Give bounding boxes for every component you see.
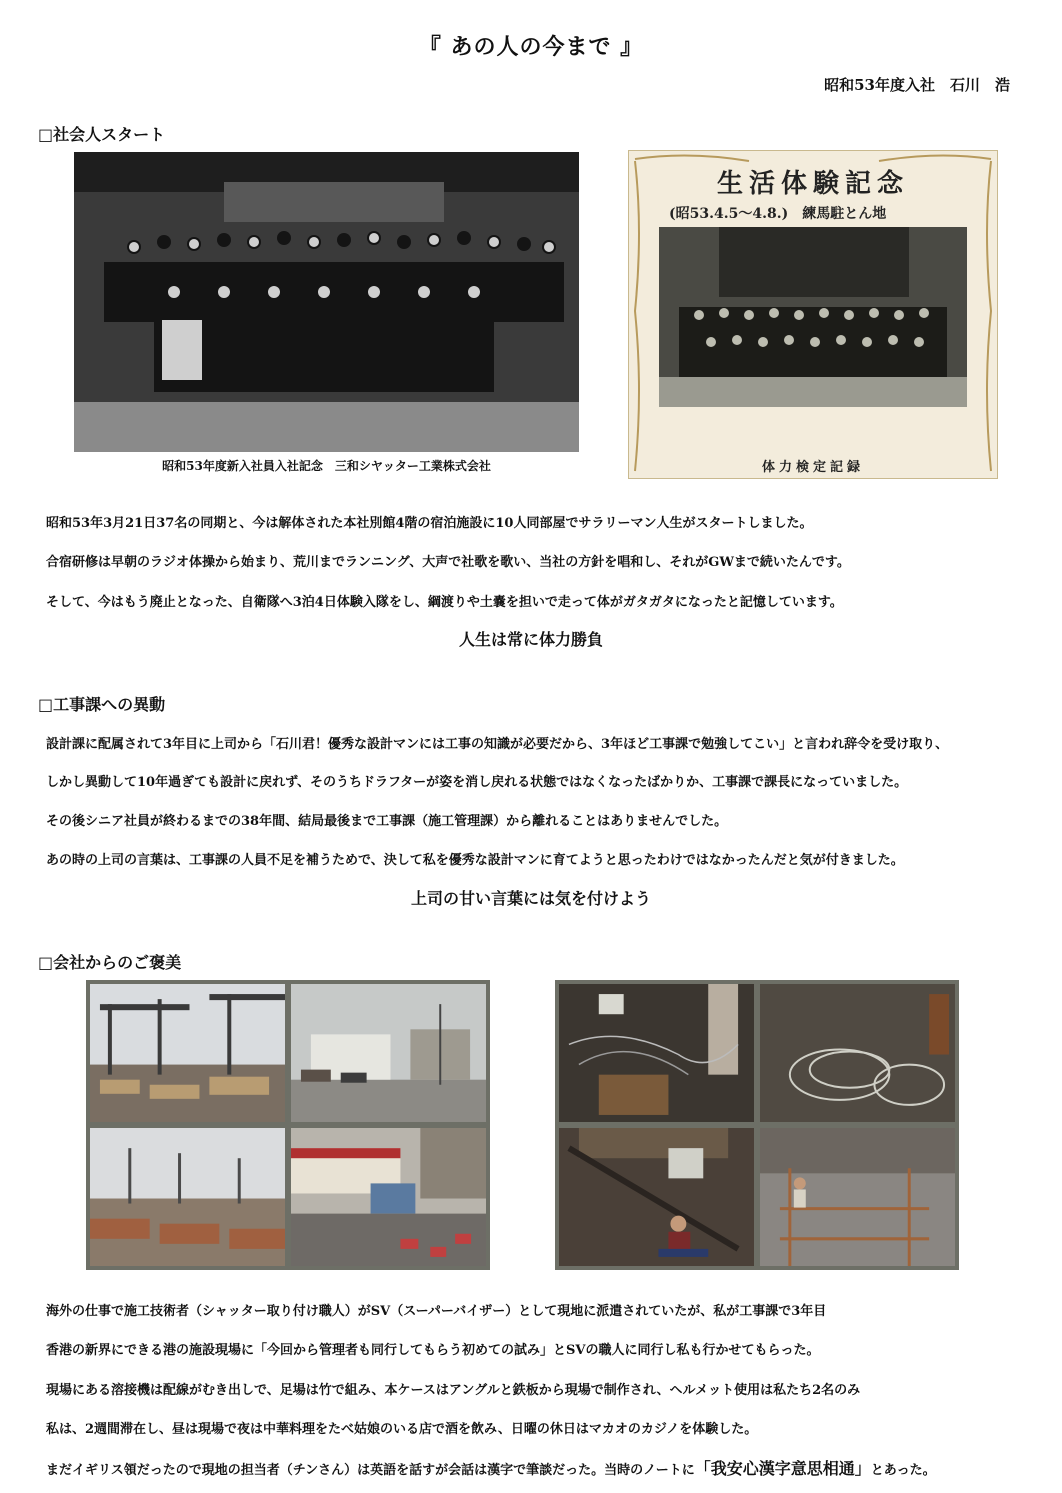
container-crane-photo [90,984,285,1122]
cables-photo [760,984,955,1122]
paragraph: しかし異動して10年過ぎても設計に戻れず、そのうちドラフターが姿を消し戻れる状態ではなくなったばかりか、工事課で課長になっていました。 [46,775,908,790]
paragraph: 海外の仕事で施工技術者（シャッター取り付け職人）がSV（スーパーバイザー）として現地に派遣されていたが、私が工事課で3年目 [46,1304,827,1319]
section-heading-start: □社会人スタート [38,125,166,144]
paragraph: 合宿研修は早朝のラジオ体操から始まり、荒川までランニング、大声で社歌を歌い、当社の方針を唱和し、それがGWまで続いたんです。 [46,555,850,570]
paragraph: あの時の上司の言葉は、工事課の人員不足を補うためで、決して私を優秀な設計マンに育てようと思ったわけではなかったんだと気が付きました。 [46,853,904,868]
certificate-date: (昭53.4.5～4.8.) 練馬駐とん地 [669,206,887,222]
container-yard-photo [90,1128,285,1266]
section-heading-transfer: □工事課への異動 [38,695,166,714]
certificate-photo [628,150,998,479]
welding-machine-photo [559,984,754,1122]
soldiers-photo-image [659,227,967,407]
final-paragraph-start: まだイギリス領だったので現地の担当者（チンさん）は英語を話すが会話は漢字で筆談だった。当時のノートに [46,1463,695,1478]
motto: 上司の甘い言葉には気を付けよう [410,889,651,908]
author-line: 昭和53年度入社 石川 浩 [824,76,1010,94]
certificate-title: 生活体験記念 [716,169,909,199]
paragraph: 私は、2週間滞在し、昼は現場で夜は中華料理をたべ姑娘のいる店で酒を飲み、日曜の休日はマカオのカジノを体験した。 [46,1422,758,1437]
final-paragraph-end: とあった。 [870,1463,936,1478]
paragraph: そして、今はもう廃止となった、自衛隊へ3泊4日体験入隊をし、綱渡りや土嚢を担いで走って体がガタガタになったと記憶しています。 [46,595,843,610]
port-photo-collage [86,980,490,1270]
paragraph: 設計課に配属されて3年目に上司から「石川君！優秀な設計マンには工事の知識が必要だから、3年ほど工事課で勉強してこい」と言われ辞令を受け取り、 [46,737,949,752]
paragraph: 香港の新界にできる港の施設現場に「今回から管理者も同行してもらう初めての試み」とSVの職人に同行し私も行かせてもらった。 [46,1343,820,1358]
paragraph: 現場にある溶接機は配線がむき出しで、足場は竹で組み、本ケースはアングルと鉄板から現場で制作され、ヘルメット使用は私たち2名のみ [46,1383,861,1398]
section-heading-reward: □会社からのご褒美 [38,953,182,972]
group-photo [74,152,579,478]
worker-sitting-photo [559,1128,754,1266]
group-photo-image [74,152,579,452]
paragraph: その後シニア社員が終わるまでの38年間、結局最後まで工事課（施工管理課）から離れることはありませんでした。 [46,814,728,829]
hongkong-street-photo [291,1128,486,1266]
notebook-quote: 「我安心漢字意思相通」 [694,1459,871,1478]
final-paragraph [46,1456,936,1479]
site-photo-collage [555,980,959,1270]
harbor-street-photo [291,984,486,1122]
motto: 人生は常に体力勝負 [458,630,603,649]
group-photo-caption: 昭和53年度新入社員入社記念 三和シヤッター工業株式会社 [162,459,491,473]
bamboo-scaffold-photo [760,1128,955,1266]
paragraph: 昭和53年3月21日37名の同期と、今は解体された本社別館4階の宿泊施設に10人同部屋でサラリーマン人生がスタートしました。 [46,516,813,531]
page-title: 『 あの人の今まで 』 [418,34,644,60]
certificate-footer: 体力検定記録 [761,460,864,475]
